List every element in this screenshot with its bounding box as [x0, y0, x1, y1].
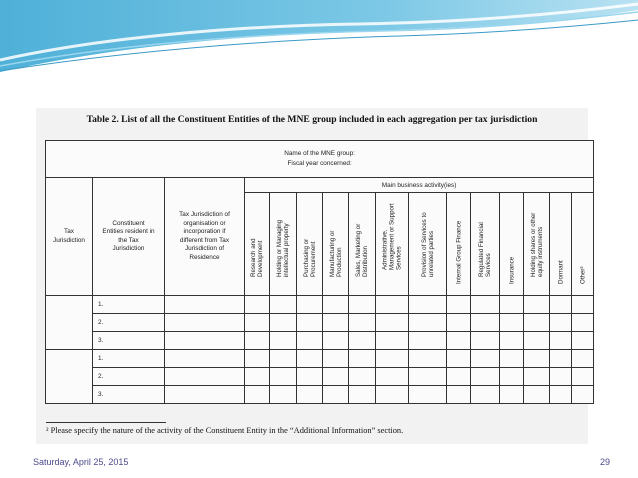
constituent-entities-table: [45, 140, 594, 404]
table-row: [46, 386, 594, 404]
row-number: 1.: [93, 350, 165, 368]
activity-header-sales: Sales, Marketing or Distribution: [349, 193, 376, 296]
table-title-cell: [46, 141, 594, 178]
header-wave-decoration: [0, 0, 638, 80]
main-business-activities-header: Main business activity(ies): [245, 178, 594, 193]
activity-header-regulated-financial: Regulated Financial Services: [471, 193, 500, 296]
activity-header-insurance: Insurance: [500, 193, 524, 296]
row-number: 2.: [93, 368, 165, 386]
fiscal-year-label: Fiscal year concerned:: [287, 160, 352, 167]
table-row: [46, 314, 594, 332]
row-number: 3.: [93, 332, 165, 350]
activity-header-research: Research and Development: [245, 193, 270, 296]
footnote-divider: [46, 422, 166, 423]
activity-header-group-finance: Internal Group Finance: [447, 193, 471, 296]
activity-header-holding-shares: Holding shares or other equity instruments: [524, 193, 550, 296]
tax-jurisdiction-cell: [46, 296, 93, 350]
row-number: 3.: [93, 386, 165, 404]
mne-group-name-label: Name of the MNE group:: [284, 150, 355, 157]
constituent-entities-header: Constituent Entities resident in the Tax Jurisdiction: [93, 178, 165, 296]
row-number: 2.: [93, 314, 165, 332]
slide-page-number: 29: [599, 457, 610, 467]
incorporation-jurisdiction-header: Tax Jurisdiction of organisation or incorporation if different from Tax Jurisdiction of Residence: [165, 178, 245, 296]
tax-jurisdiction-header: Tax Jurisdiction: [46, 178, 93, 296]
table-row: [46, 350, 594, 368]
footnote-text: ² Please specify the nature of the activity of the Constituent Entity in the “Additional Information” section.: [46, 426, 404, 435]
table-caption: Table 2. List of all the Constituent Entities of the MNE group included in each aggregation per tax jurisdiction: [86, 114, 538, 125]
activity-header-purchasing: Purchasing or Procurement: [297, 193, 323, 296]
activity-header-administrative: Administrative, Management or Support Services: [376, 193, 409, 296]
row-number: 1.: [93, 296, 165, 314]
table-document-image: [36, 108, 588, 444]
slide-date: Saturday, April 25, 2015: [33, 457, 129, 467]
activity-header-manufacturing: Manufacturing or Production: [323, 193, 349, 296]
tax-jurisdiction-cell: [46, 350, 93, 404]
table-row: [46, 368, 594, 386]
activity-header-dormant: Dormant: [550, 193, 572, 296]
activity-header-ip: Holding or Managing intellectual property: [270, 193, 297, 296]
activity-header-services-unrelated: Provision of Services to unrelated parties: [409, 193, 447, 296]
table-row: [46, 296, 594, 314]
activity-header-other: Other²: [572, 193, 594, 296]
table-row: [46, 332, 594, 350]
